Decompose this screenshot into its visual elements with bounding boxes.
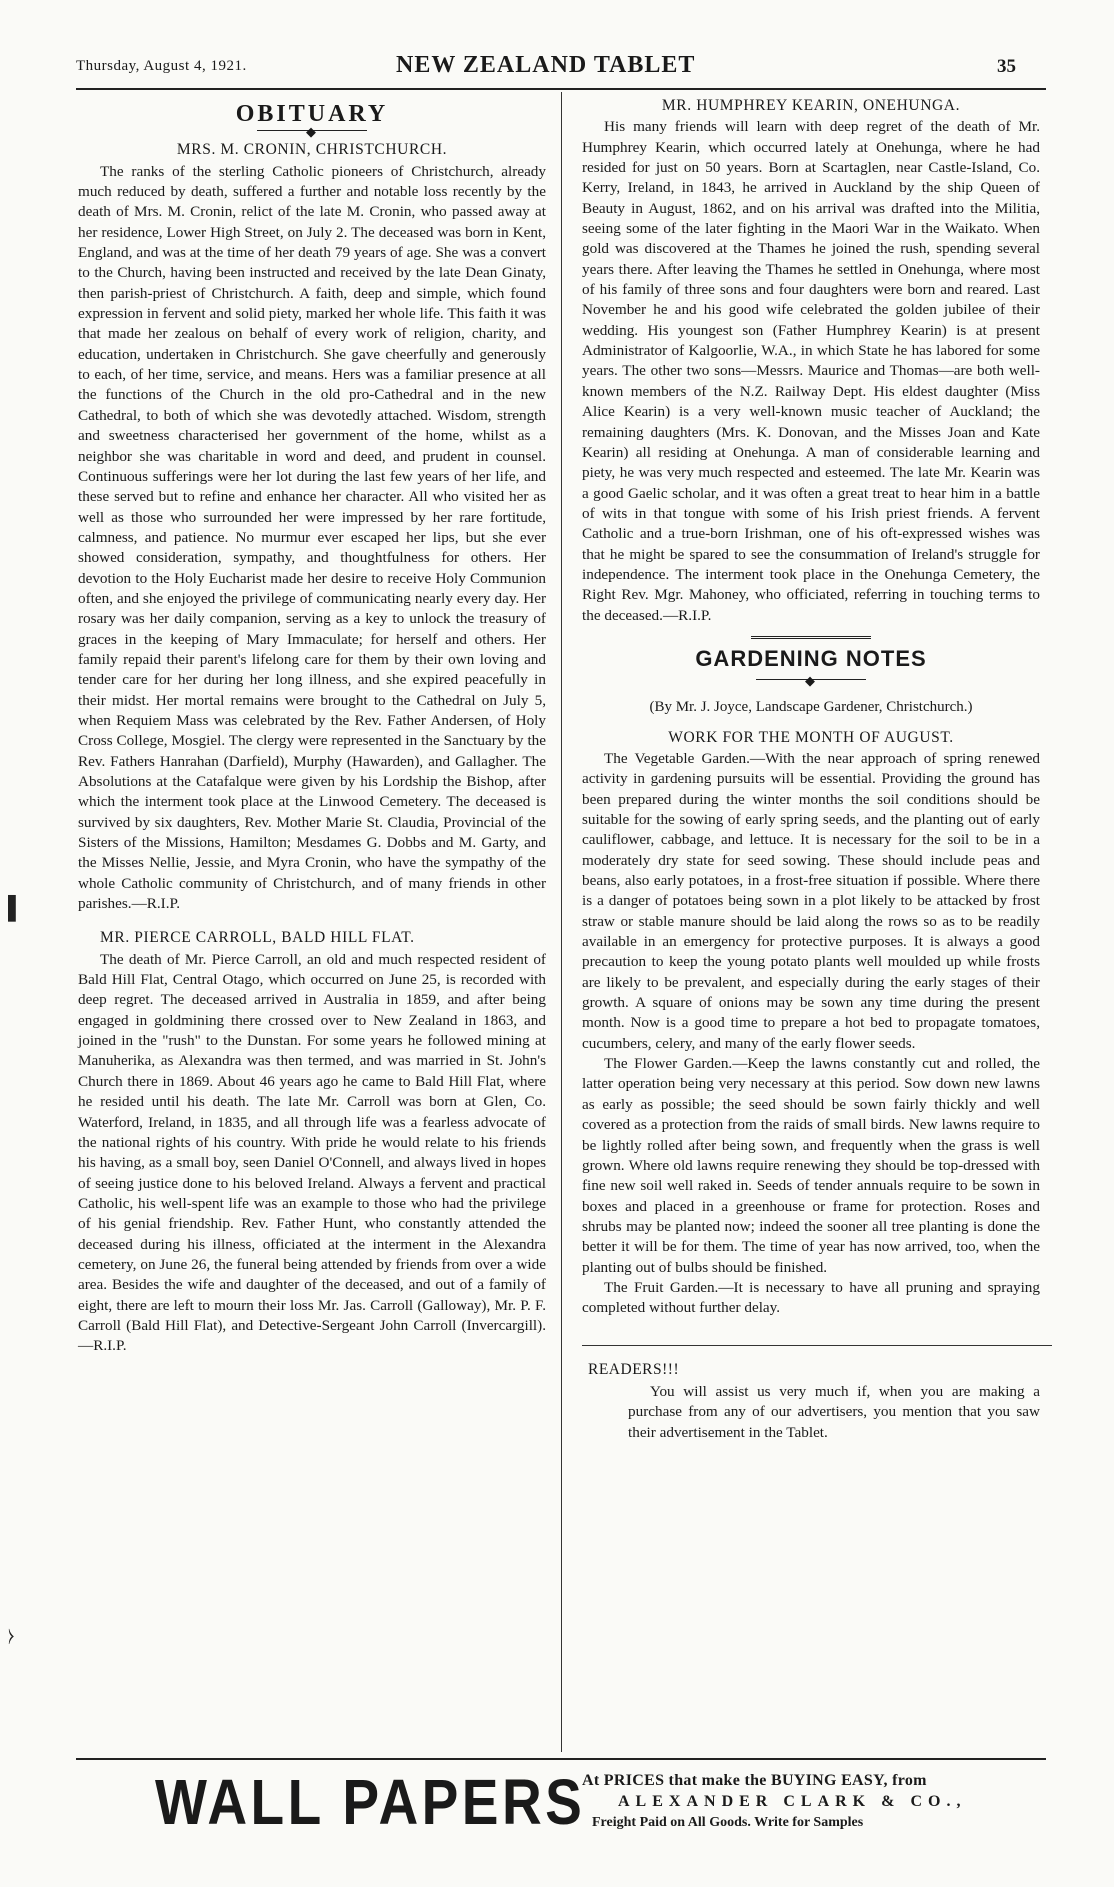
ornament-divider	[78, 124, 546, 138]
page-number: 35	[997, 56, 1016, 77]
obituary-heading: OBITUARY	[235, 101, 389, 127]
readers-rule	[582, 1345, 1052, 1346]
header-rule	[76, 88, 1046, 90]
margin-mark: ⧽	[8, 1625, 15, 1645]
footer-rule	[76, 1758, 1046, 1760]
section-rule	[751, 636, 871, 641]
header-date: Thursday, August 4, 1921.	[76, 58, 247, 74]
gardening-subheading: WORK FOR THE MONTH OF AUGUST.	[668, 728, 954, 746]
readers-notice: You will assist us very much if, when you are making a purchase from any of our advertisers, you mention that you saw their advertisement in the Tablet.	[628, 1382, 1040, 1441]
advert-line-freight: Freight Paid on All Goods. Write for Samples	[592, 1815, 864, 1830]
obituary-title-cronin: MRS. M. CRONIN, CHRISTCHURCH.	[176, 141, 448, 159]
gardening-paragraph: The Flower Garden.—Keep the lawns constantly cut and rolled, the latter operation being very necessary at this period. Sow down new lawns as early as possible; the seed should be sown fairly thickly and well covered as a protection from the raids of small birds. New lawns require to be lightly rolled after being sown, and frequently when the grass is well grown. Where old lawns require renewing they should be top-dressed with fine new soil well raked in. Seeds of tender annuals require to be sown in boxes and placed in a greenhouse or frame for protection. Roses and shrubs may be planted now; indeed the sooner all tree planting is done the better it will be for them. The time of year has now arrived, too, when the planting out of bulbs should be finished.	[582, 1055, 1040, 1276]
obituary-body-cronin: The ranks of the sterling Catholic pioneers of Christchurch, already much reduced by death, suffered a further and notable loss recently by the death of Mrs. M. Cronin, relict of the late M. Cronin, who passed away at her residence, Lower High Street, on July 2. The deceased was born in Kent, England, and was at the time of her death 79 years of age. She was a convert to the Church, having been instructed and received by the late Dean Ginaty, then parish-priest of Christchurch. A faith, deep and simple, which found expression in fervent and solid piety, marked her whole life. This faith it was that made her zealous on behalf of every work of religion, charity, and education, undertaken in Christchurch. She gave cheerfully and generously to each, of her time, service, and means. Hers was a familiar presence at all the functions of the Church in the old pro-Cathedral and in the new Cathedral, to both of which she was devotedly attached. Wisdom, strength and sweetness characterised her government of the home, whilst as a neighbor she was charitable in word and deed, and prudent in counsel. Continuous sufferings were her lot during the last few years of her life, and these served but to refine and enhance her character. All who visited her as well as those who surrounded her were impressed by her rare fortitude, calmness, and patience. No murmur ever escaped her lips, but she ever showed consideration, sympathy, and thoughtfulness for others. Her devotion to the Holy Eucharist made her desire to receive Holy Communion often, and she enjoyed the privilege of communicating nearly every day. Her rosary was her daily companion, serving as a key to unlock the treasury of graces in the keeping of Mary Immaculate; for herself and others. Her family repaid their parent's lifelong care for them by their own loving and tender care for her during her long illness, and she expired peacefully in their midst. Her mortal remains were brought to the Cathedral on July 5, when Requiem Mass was celebrated by the Rev. Father Andersen, of Holy Cross College, Mosgiel. The clergy were represented in the Sanctuary by the Rev. Fathers Hanrahan (Darfield), Murphy (Hawarden), and Gallagher. The Absolutions at the Catafalque were given by his Lordship the Bishop, after which the interment took place at the Linwood Cemetery. The deceased is survived by six daughters, Rev. Mother Marie St. Claudia, Provincial of the Sisters of the Missions, Hamilton; Mesdames G. Dobbs and M. Garty, and the Misses Nellie, Jessie, and Myra Cronin, who have the sympathy of the whole Catholic community of Christchurch, and of many friends in other parishes.—R.I.P.	[78, 162, 546, 913]
advert-block	[582, 1770, 1042, 1833]
readers-title: READERS!!!	[588, 1360, 680, 1378]
advert-headline: WALL PAPERS	[155, 1766, 586, 1838]
gardening-heading: GARDENING NOTES	[695, 645, 927, 671]
advert-line-company: ALEXANDER CLARK & CO.,	[618, 1793, 967, 1810]
obituary-title-carroll: MR. PIERCE CARROLL, BALD HILL FLAT.	[100, 929, 415, 947]
right-column	[582, 97, 1040, 1443]
masthead-title: NEW ZEALAND TABLET	[396, 52, 696, 78]
gardening-paragraph: The Fruit Garden.—It is necessary to have all pruning and spraying completed without further delay.	[582, 1278, 1040, 1317]
obituary-title-kearin: MR. HUMPHREY KEARIN, ONEHUNGA.	[661, 97, 961, 114]
ornament-divider-garden	[582, 673, 1040, 687]
column-divider	[561, 92, 562, 1752]
gardening-byline: (By Mr. J. Joyce, Landscape Gardener, Christchurch.)	[649, 699, 973, 716]
obituary-body-kearin: His many friends will learn with deep regret of the death of Mr. Humphrey Kearin, which occurred lately at Onehunga, where he had resided for just on 50 years. Born at Scartaglen, near Castle-Island, Co. Kerry, Ireland, in 1843, he arrived in Auckland by the ship Queen of Beauty in August, 1862, and on his arrival was drafted into the Militia, seeing some of the later fighting in the Maori War in the Waikato. When gold was discovered at the Thames he joined the rush, spending several years there. After leaving the Thames he settled in Onehunga, where most of his family of three sons and four daughters were born and reared. Last November he and his good wife celebrated the golden jubilee of their wedding. His youngest son (Father Humphrey Kearin) is at present Administrator of Kalgoorlie, W.A., in which State he has labored for some years. The other two sons—Messrs. Maurice and Thomas—are both well-known members of the N.Z. Railway Dept. His eldest daughter (Miss Alice Kearin) is a very well-known music teacher of Auckland; the remaining daughters (Mrs. K. Donovan, and the Misses Joan and Kate Kearin) all residing at Onehunga. A man of considerable learning and piety, he was very much respected and esteemed. The late Mr. Kearin was a good Gaelic scholar, and it was often a great treat to hear him in a battle of wits in that tongue with some of his Irish priest friends. A fervent Catholic and a true-born Irishman, one of his oft-expressed wishes was that he might be spared to see the consummation of Ireland's struggle for independence. The interment took place in the Onehunga Cemetery, the Right Rev. Mgr. Mahoney, who officiated, referring in touching terms to the deceased.—R.I.P.	[582, 118, 1040, 624]
page-header	[76, 52, 1016, 84]
margin-mark: ▌	[8, 895, 24, 920]
advert-line-prices: At PRICES that make the BUYING EASY, from	[582, 1772, 927, 1789]
obituary-body-carroll: The death of Mr. Pierce Carroll, an old and much respected resident of Bald Hill Flat, Central Otago, which occurred on June 25, is recorded with deep regret. The deceased arrived in Australia in 1859, and after being engaged in goldmining there crossed over to New Zealand in 1863, and joined in the "rush" to the Dunstan. For some years he followed mining at Manuherika, as Alexandra was then termed, and was married in St. John's Church there in 1869. About 46 years ago he came to Bald Hill Flat, where he resided until his death. The late Mr. Carroll was born at Glen, Co. Waterford, Ireland, in 1835, and all through life was a fearless advocate of the national rights of his country. With pride he would relate to his friends his having, as a small boy, seen Daniel O'Connell, and always lived in hopes of seeing justice done to his beloved Ireland. Always a fervent and practical Catholic, his well-spent life was an example to those who had the privilege of his genial friendship. Rev. Father Hunt, who constantly attended the deceased during his illness, officiated at the interment in the Alexandra cemetery, on June 26, the funeral being attended by friends from over a wide area. Besides the wife and daughter of the deceased, and out of a family of eight, there are left to mourn their loss Mr. Jas. Carroll (Galloway), Mr. P. F. Carroll (Bald Hill Flat), and Detective-Sergeant John Carroll (Invercargill).—R.I.P.	[78, 950, 546, 1355]
left-column	[78, 101, 546, 1357]
gardening-paragraph: The Vegetable Garden.—With the near approach of spring renewed activity in gardening pursuits will be essential. Providing the ground has been prepared during the winter months the soil conditions should be suitable for the sowing of early spring seeds, and the planting out of early cauliflower, cabbage, and lettuce. It is necessary for the soil to be in a moderately dry state for seed sowing. These should include peas and beans, also early potatoes, in a frost-free situation if possible. Where there is a danger of potatoes being sown in a plot likely to be attacked by frost straw or stable manure should be laid along the rows so as to be readily available in an emergency for protective purposes. It is always a good precaution to keep the young potato plants well moulded up while frosts are likely to be prevalent, and especially during the early stages of their growth. A square of onions may be sown any time during the present month. Now is a good time to prepare a hot bed to propagate tomatoes, cucumbers, celery, and many of the early flower seeds.	[582, 749, 1040, 1052]
